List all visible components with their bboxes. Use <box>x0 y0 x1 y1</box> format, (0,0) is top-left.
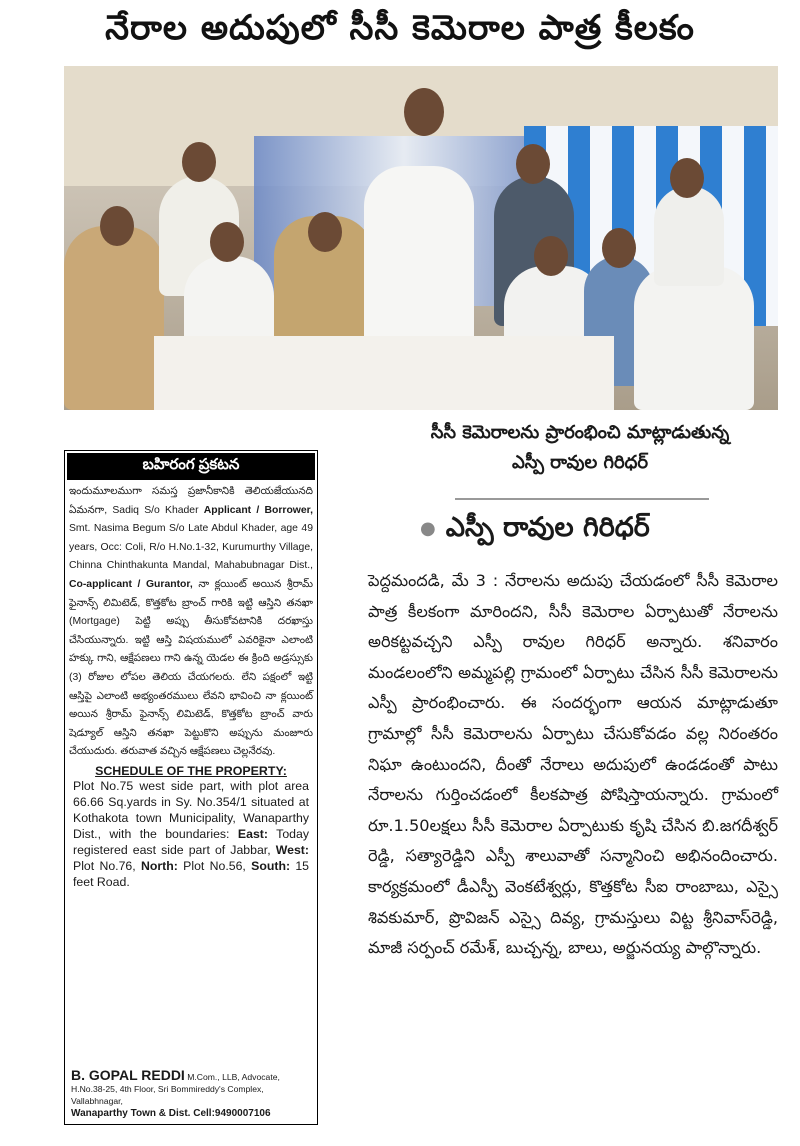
advocate-city: Wanaparthy Town & Dist. Cell:9490007106 <box>71 1108 271 1119</box>
byline <box>420 512 780 550</box>
advocate-name: B. GOPAL REDDI <box>71 1067 185 1083</box>
person-head <box>404 88 444 136</box>
schedule-title: SCHEDULE OF THE PROPERTY: <box>95 763 287 778</box>
advocate-address: H.No.38-25, 4th Floor, Sri Bommireddy's Complex, Vallabhnagar, <box>71 1084 264 1106</box>
person-head <box>100 206 134 246</box>
ad-text: Smt. Nasima Begum S/o Late Abdul Khader, age 49 years, Occ: Coli, R/o H.No.1-32, Kurumurthy Village, Chinna Chinthakunta Mandal, Mahabubnagar Dist., <box>69 523 313 572</box>
ad-title: బహిరంగ ప్రకటన <box>67 453 315 480</box>
caption-divider <box>455 498 709 500</box>
ad-body <box>65 482 317 763</box>
boundary-label: West: <box>275 842 309 857</box>
bullet-icon: ● <box>420 518 436 539</box>
boundary-text: Today registered east side part of Jabbar, <box>73 826 309 857</box>
person-figure <box>64 226 164 410</box>
person-head <box>534 236 568 276</box>
headline: నేరాల అదుపులో సీసీ కెమెరాల పాత్ర కీలకం <box>105 8 695 48</box>
byline-text: ఎస్పీ రావుల గిరిధర్ <box>445 512 650 543</box>
article-body: పెద్దమందడి, మే 3 : నేరాలను అదుపు చేయడంలో సీసీ కెమెరాల పాత్ర కీలకంగా మారిందని, సీసీ కెమెరాల ఏర్పాటుతో నేరాలను అరికట్టవచ్చని ఎస్పీ రావుల గిరిధర్ అన్నారు. శనివారం మండలంలోని అమ్మపల్లి గ్రామంలో ఏర్పాటు చేసిన సీసీ కెమెరాలను ఎస్పీ ప్రారంభించారు. ఈ సందర్భంగా ఆయన మాట్లాడుతూ గ్రామాల్లో సీసీ కెమెరాలను ఏర్పాటు చేసుకోవడం వల్ల నిరంతరం నిఘా ఉంటుందని, దీంతో నేరాలు అదుపులో ఉండడంతో పాటు నేరాలను గుర్తించడంలో కీలకపాత్ర పోషిస్తాయన్నారు. గ్రామంలో రూ.1.50లక్షలు సీసీ కెమెరాల ఏర్పాటుకు కృషి చేసిన బి.జగదీశ్వర్ రెడ్డి, సత్యారెడ్డిని ఎస్పీ శాలువాతో సన్మానించి అభినందించారు. కార్యక్రమంలో డీఎస్పీ వెంకటేశ్వర్లు, కొత్తకోట సీఐ రాంబాబు, ఎస్సై శివకుమార్, ప్రొవిజన్ ఎస్సై దివ్య, గ్రామస్తులు విట్ట శ్రీనివాస్‌రెడ్డి, మాజీ సర్పంచ్ రమేశ్, బుచ్చన్న, బాలు, అర్జునయ్య పాల్గొన్నారు. <box>368 571 778 958</box>
ad-label: Co-applicant / Gurantor, <box>69 578 193 590</box>
boundary-label: East: <box>237 826 268 841</box>
ad-text: ఇందుమూలముగా సమస్త ప్రజానీకానికి తెలియజేయునది ఏమనగా, Sadiq S/o Khader <box>69 486 313 516</box>
person-figure <box>654 186 724 286</box>
advocate-signature <box>71 1069 311 1120</box>
person-head <box>308 212 342 252</box>
boundary-text: Plot No.76, <box>73 858 136 873</box>
boundary-text: 15 feet Road. <box>73 858 310 889</box>
person-head <box>602 228 636 268</box>
person-head <box>670 158 704 198</box>
person-head <box>516 144 550 184</box>
photo-caption <box>380 418 780 478</box>
ad-label: Applicant / Borrower, <box>203 504 314 516</box>
boundary-text: Plot No.56, <box>177 858 246 873</box>
public-notice-ad <box>64 450 318 1125</box>
photo-table <box>154 336 614 410</box>
news-photo <box>64 66 778 410</box>
schedule-text: Plot No.75 west side part, with plot area 66.66 Sq.yards in Sy. No.354/1 situated at Kothakota town Municipality, Wanaparthy Dist., with the boundaries: <box>73 778 309 841</box>
photo-caption-line2: ఎస్పీ రావుల గిరిధర్ <box>511 452 649 473</box>
schedule-body <box>65 778 317 890</box>
person-head <box>182 142 216 182</box>
person-head <box>210 222 244 262</box>
photo-caption-line1: సీసీ కెమెరాలను ప్రారంభించి మాట్లాడుతున్న <box>430 422 730 443</box>
advocate-quals: M.Com., LLB, Advocate, <box>187 1072 280 1082</box>
person-figure <box>634 266 754 410</box>
boundary-label: North: <box>140 858 178 873</box>
ad-text: నా క్లయింట్ అయిన శ్రీరామ్ ఫైనాన్స్ లిమిటెడ్, కొత్తకోట బ్రాంచ్ గారికి ఇట్టి ఆస్తిని తనఖా (Mortgage) పెట్టి అప్పు తీసుకోవటానికి దరఖాస్తు చేసియున్నారు. ఇట్టి ఆస్తి విషయములో ఎవరికైనా ఎలాంటి హక్కు గాని, ఆక్షేపణలు గాని ఉన్న యెడల ఈ క్రింది అడ్రస్సుకు (3) రోజుల లోపల తెలియ చేయగలరు. లేని పక్షంలో ఇట్టి ఆస్తిపై ఎలాంటి అభ్యంతరములు లేవని భావించి నా క్లయింట్ అయిన శ్రీరామ్ ఫైనాన్స్ లిమిటెడ్, కొత్తకోట బ్రాంచ్ వారు షెడ్యూల్ ఆస్తిని తనఖా పెట్టుకొని అప్పును మంజూరు చేయుదురు. తరువాత వచ్చిన ఆక్షేపణలు చెల్లనేరవు. <box>69 578 313 758</box>
boundary-label: South: <box>251 858 291 873</box>
